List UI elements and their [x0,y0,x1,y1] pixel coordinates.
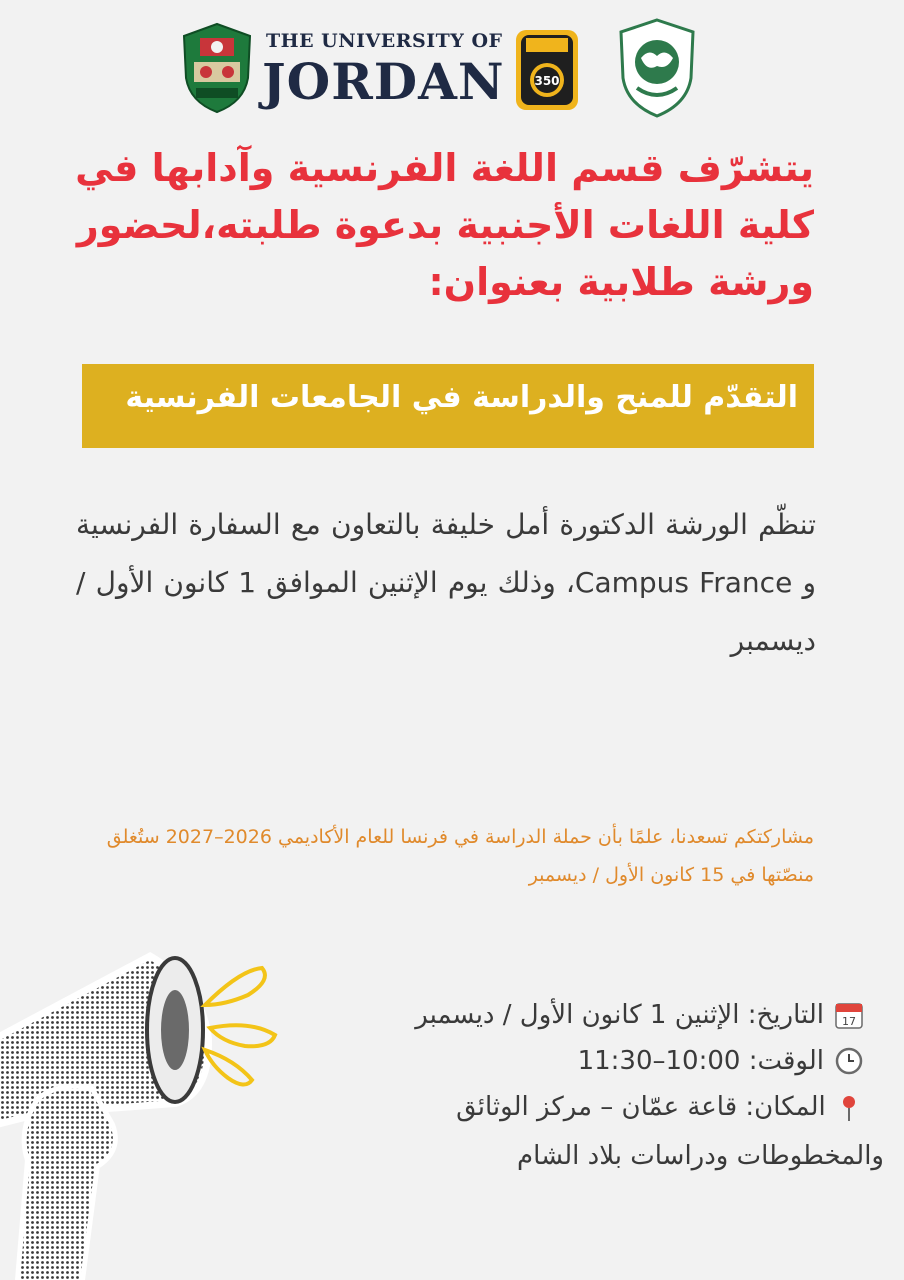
time-row [304,1038,864,1084]
university-name-main: JORDAN [262,52,505,111]
workshop-title: التقدّم للمنح والدراسة في الجامعات الفرنسية [125,380,798,415]
clock-icon [834,1046,864,1076]
intro-heading: يتشرّف قسم اللغة الفرنسية وآدابها في كلية اللغات الأجنبية بدعوة طلبته،لحضور ورشة طلابية بعنوان: [75,146,814,304]
event-details [304,992,884,1182]
place-row [304,1084,884,1182]
megaphone-icon [0,950,290,1280]
faculty-seal-icon [617,18,697,118]
time-text: الوقت: 10:00–11:30 [577,1046,824,1076]
logo-bar [180,18,900,122]
calendar-icon [834,1000,864,1030]
ranking-badge-icon [514,28,580,112]
place-text-line1: المكان: قاعة عمّان – مركز الوثائق [456,1092,826,1122]
place-text-line2: والمخطوطات ودراسات بلاد الشام [517,1141,884,1171]
date-text: التاريخ: الإثنين 1 كانون الأول / ديسمبر [415,1000,824,1030]
date-row [304,992,864,1038]
svg-text:17: 17 [842,1015,856,1028]
workshop-description: تنظّم الورشة الدكتورة أمل خليفة بالتعاون مع السفارة الفرنسية و Campus France، وذلك يوم الإثنين الموافق 1 كانون الأول / ديسمبر [76,508,816,657]
university-emblem-icon [180,22,254,114]
deadline-note: مشاركتكم تسعدنا، علمًا بأن حملة الدراسة في فرنسا للعام الأكاديمي 2026–2027 ستُغلق منصّتها في 15 كانون الأول / ديسمبر [106,826,814,886]
title-banner [82,364,814,448]
ranking-badge-number: 350 [534,74,560,88]
university-name-top: THE UNIVERSITY OF [266,30,503,52]
pin-icon [834,1093,864,1123]
